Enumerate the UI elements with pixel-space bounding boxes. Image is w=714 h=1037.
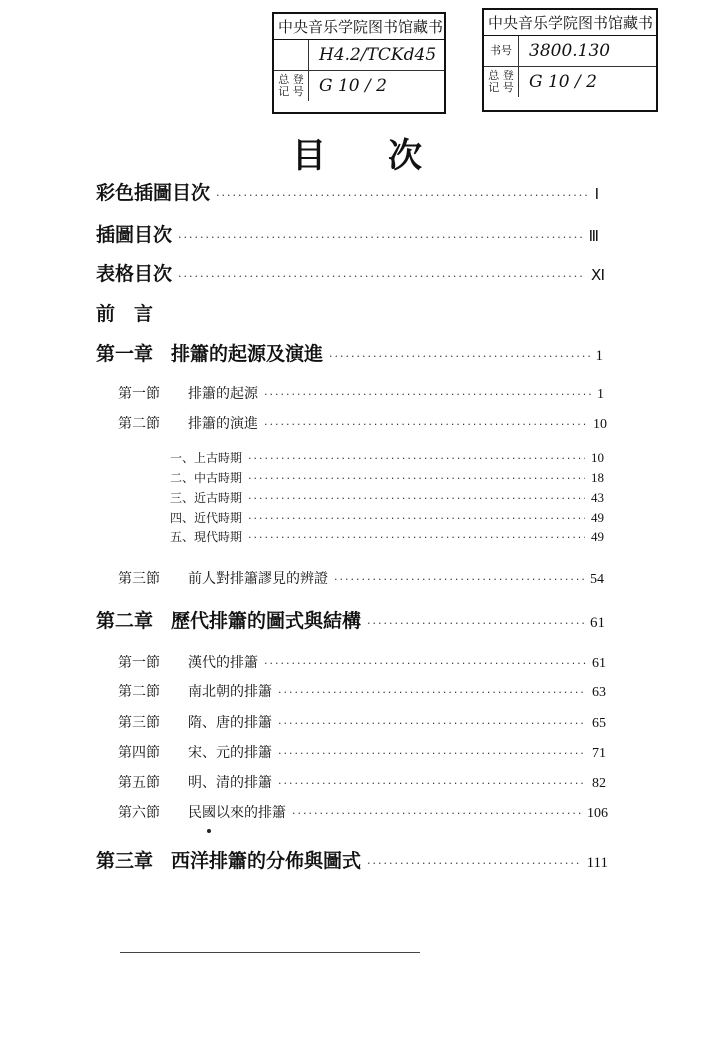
page-title-char: 目 <box>292 136 326 176</box>
toc-section[interactable] <box>118 742 606 762</box>
toc-leader <box>367 617 584 630</box>
section-title: 排簫的起源 <box>188 386 258 402</box>
section-number: 第二節 <box>118 416 160 432</box>
toc-entry-title: 表格目次 <box>96 263 173 285</box>
subsection-title: 四、近代時期 <box>170 511 243 525</box>
stamp-header: 中央音乐学院图书馆藏书 <box>274 14 444 40</box>
section-number: 第二節 <box>118 684 160 700</box>
section-title: 漢代的排簫 <box>188 655 258 671</box>
section-number: 第三節 <box>118 715 160 731</box>
toc-leader <box>248 472 585 485</box>
toc-section[interactable] <box>118 772 606 792</box>
toc-section[interactable] <box>118 413 607 433</box>
toc-chapter-3[interactable] <box>96 846 608 873</box>
section-title: 隋、唐的排簫 <box>188 715 272 731</box>
chapter-title: 歷代排簫的圖式與結構 <box>171 610 362 632</box>
chapter-number: 第二章 <box>96 610 154 632</box>
toc-subsection[interactable] <box>170 449 604 466</box>
chapter-title: 排簫的起源及演進 <box>171 343 324 365</box>
subsection-title: 二、中古時期 <box>170 471 243 485</box>
section-title: 前人對排簫謬見的辨證 <box>188 571 328 587</box>
section-title: 明、清的排簫 <box>188 775 272 791</box>
toc-leader <box>264 418 587 431</box>
stamp-row-registration <box>274 71 444 101</box>
toc-subsection[interactable] <box>170 509 604 526</box>
stamp-label: 总 登 记 号 <box>484 67 519 97</box>
toc-section[interactable] <box>118 568 604 588</box>
section-title: 宋、元的排簫 <box>188 745 272 761</box>
toc-leader <box>178 231 583 244</box>
scan-rule-line <box>120 952 420 953</box>
toc-entry[interactable] <box>96 178 599 205</box>
toc-leader <box>178 270 585 283</box>
section-page: 65 <box>592 716 606 731</box>
section-page: 71 <box>592 746 606 761</box>
section-page: 106 <box>587 806 608 821</box>
toc-entry[interactable] <box>96 299 153 326</box>
stamp-row-registration <box>484 67 656 97</box>
stamp-header: 中央音乐学院图书馆藏书 <box>484 10 656 36</box>
toc-entry-page: Ⅰ <box>594 187 599 203</box>
toc-leader <box>248 452 585 465</box>
toc-leader <box>292 807 581 820</box>
toc-leader <box>278 686 586 699</box>
section-number: 第六節 <box>118 805 160 821</box>
page-title-char: 次 <box>388 136 422 176</box>
toc-leader <box>329 350 589 363</box>
toc-leader <box>248 531 585 544</box>
section-number: 第一節 <box>118 386 160 402</box>
toc-subsection[interactable] <box>170 528 604 545</box>
stamp-handwritten-registration: G 10 / 2 <box>319 76 387 96</box>
subsection-title: 五、現代時期 <box>170 530 243 544</box>
chapter-number: 第三章 <box>96 850 154 872</box>
toc-leader <box>248 492 585 505</box>
section-number: 第三節 <box>118 571 160 587</box>
toc-section[interactable] <box>118 802 608 822</box>
toc-entry-page: Ⅲ <box>588 229 599 245</box>
section-page: 10 <box>593 417 607 432</box>
toc-leader <box>248 512 585 525</box>
section-page: 61 <box>592 656 606 671</box>
subsection-title: 一、上古時期 <box>170 451 243 465</box>
toc-chapter-1[interactable] <box>96 339 603 366</box>
toc-entry-title: 插圖目次 <box>96 224 173 246</box>
section-title: 排簫的演進 <box>188 416 258 432</box>
section-number: 第一節 <box>118 655 160 671</box>
toc-section[interactable] <box>118 681 606 701</box>
toc-leader <box>334 573 584 586</box>
subsection-page: 49 <box>591 510 604 525</box>
stamp-label <box>274 40 309 70</box>
scan-dot <box>207 829 211 833</box>
toc-subsection[interactable] <box>170 489 604 506</box>
toc-chapter-2[interactable] <box>96 606 605 633</box>
section-number: 第四節 <box>118 745 160 761</box>
toc-entry-page: Ⅺ <box>591 268 605 284</box>
chapter-number: 第一章 <box>96 343 154 365</box>
toc-section[interactable] <box>118 712 606 732</box>
page-title <box>0 128 714 177</box>
toc-section[interactable] <box>118 652 606 672</box>
stamp-label: 总 登 记 号 <box>274 71 309 101</box>
toc-entry[interactable] <box>96 220 599 247</box>
chapter-page: 1 <box>595 348 603 364</box>
chapter-title: 西洋排簫的分佈與圖式 <box>171 850 362 872</box>
stamp-label: 书号 <box>484 36 519 66</box>
toc-leader <box>367 857 581 870</box>
subsection-page: 49 <box>591 529 604 544</box>
section-title: 南北朝的排簫 <box>188 684 272 700</box>
section-page: 63 <box>592 685 606 700</box>
stamp-handwritten-call-number: H4.2/TCKd45 <box>319 45 437 65</box>
section-title: 民國以來的排簫 <box>188 805 286 821</box>
library-stamp-left <box>272 12 446 114</box>
toc-leader <box>216 189 589 202</box>
toc-entry-title: 彩色插圖目次 <box>96 182 211 204</box>
toc-leader <box>278 777 586 790</box>
toc-leader <box>264 657 586 670</box>
subsection-title: 三、近古時期 <box>170 491 243 505</box>
section-page: 82 <box>592 776 606 791</box>
section-page: 1 <box>597 387 604 402</box>
stamp-handwritten-registration: G 10 / 2 <box>529 72 597 92</box>
stamp-handwritten-book-number: 3800.130 <box>529 41 611 61</box>
subsection-page: 10 <box>591 450 604 465</box>
subsection-page: 43 <box>591 490 604 505</box>
toc-entry-title: 前 言 <box>96 303 154 325</box>
toc-section[interactable] <box>118 383 604 403</box>
toc-leader <box>278 747 586 760</box>
library-stamp-right <box>482 8 658 112</box>
section-page: 54 <box>590 572 604 587</box>
section-number: 第五節 <box>118 775 160 791</box>
toc-entry[interactable] <box>96 259 605 286</box>
subsection-page: 18 <box>591 470 604 485</box>
chapter-page: 61 <box>590 615 605 631</box>
toc-subsection[interactable] <box>170 469 604 486</box>
stamp-row-book-number <box>484 36 656 67</box>
toc-leader <box>264 388 591 401</box>
toc-leader <box>278 717 586 730</box>
chapter-page: 111 <box>586 855 608 871</box>
stamp-row-call-number <box>274 40 444 71</box>
